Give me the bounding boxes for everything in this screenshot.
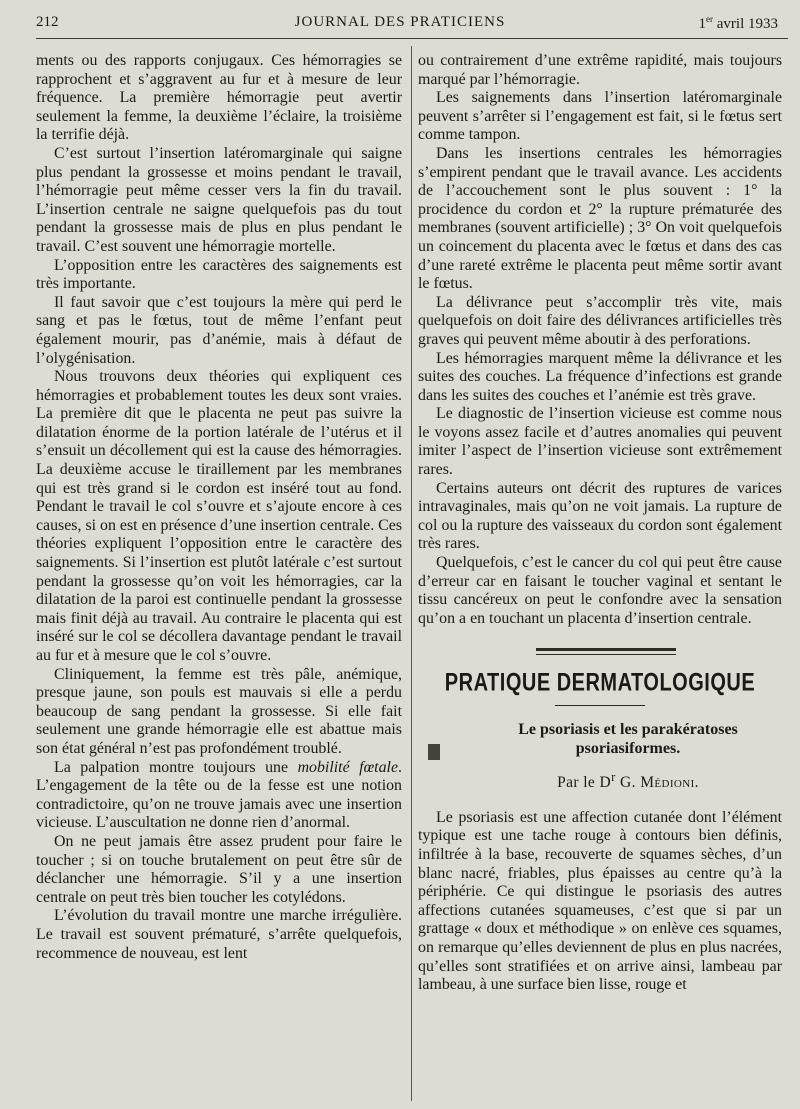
article-paragraph: Le psoriasis est une affection cutanée dont l’élément typique est une tache rouge à contours bien définis, infiltrée à la base, recouverte de squames sèches, d’un blanc nacré, friables, plus épaisses au centre qu’à la périphérie. Ce qui distingue le psoriasis des autres affections cutanées squameuses, c’est que si par un grattage « doux et méthodique » on enlève ces squames, on remarque qu’elles deviennent de plus en plus nacrées, qu’elles sont stratifiées et on arrive ainsi, lambeau par lambeau, à une surface bien lisse, rouge et bbox=[418, 808, 782, 994]
left-column bbox=[36, 52, 402, 963]
right-column-text bbox=[418, 52, 782, 628]
paragraph: Les hémorragies marquent même la délivrance et les suites des couches. La fréquence d’infections est grande dans les suites des couches et l’anémie est très grave. bbox=[418, 349, 782, 404]
paragraph: Le diagnostic de l’insertion vicieuse est comme nous le voyons assez facile et d’autres anomalies qui peuvent imiter l’aspect de l’insertion vicieuse sont extrêmement rares. bbox=[418, 405, 782, 479]
paragraph: ou contrairement d’une extrême rapidité, mais toujours marqué par l’hémorragie. bbox=[418, 52, 782, 88]
header-rule bbox=[36, 38, 788, 39]
paragraph: L’évolution du travail montre une marche irrégulière. Le travail est souvent prématuré, s’arrête quelquefois, recommence de nouveau, est lent bbox=[36, 907, 402, 962]
paragraph: L’opposition entre les caractères des saignements est très importante. bbox=[36, 256, 402, 293]
issue-date: 1er avril 1933 bbox=[698, 14, 778, 32]
article-heading bbox=[418, 720, 782, 793]
paragraph: La délivrance peut s’accomplir très vite, mais quelquefois on doit faire des délivrances artificielles très graves qui peuvent même aboutir à des perforations. bbox=[418, 293, 782, 348]
paragraph: C’est surtout l’insertion latéromarginale qui saigne plus pendant la grossesse et moins pendant le travail, l’hémorragie peut même cesser vers la fin du travail. L’insertion centrale ne saigne quelquefois pas du tout pendant la grossesse mais de plus en plus pendant le travail. C’est souvent une hémorragie mortelle. bbox=[36, 144, 402, 255]
paragraph: Il faut savoir que c’est toujours la mère qui perd le sang et pas le fœtus, tout de même l’enfant peut également mourir, pas d’anémie, mais à défaut de l’olygénisation. bbox=[36, 293, 402, 367]
column-divider bbox=[411, 46, 412, 1101]
journal-title: JOURNAL DES PRATICIENS bbox=[294, 14, 506, 30]
paragraph: Les saignements dans l’insertion latéromarginale peuvent s’arrêter si l’engagement est fait, si le fœtus sert comme tampon. bbox=[418, 89, 782, 144]
right-column bbox=[418, 52, 782, 995]
section-ornament bbox=[418, 644, 782, 662]
section-mark-icon bbox=[428, 744, 440, 760]
paragraph: ments ou des rapports conjugaux. Ces hémorragies se rapprochent et s’aggravent au fur et à mesure de leur fréquence. La première hémorragie peut avertir seulement la femme, la deuxième l’éclaire, la troisième la terrifie déjà. bbox=[36, 52, 402, 144]
paragraph: Cliniquement, la femme est très pâle, anémique, presque jaune, son pouls est mauvais si elle a perdu beaucoup de sang pendant la grossesse. Si elle fait seulement une grande hémorragie elle est abattue mais son état général n’est pas profondément troublé. bbox=[36, 665, 402, 757]
article-title: Le psoriasis et les parakératoses psoriasiformes. bbox=[518, 721, 738, 757]
page-number: 212 bbox=[36, 14, 59, 30]
article-author: Par le $D^r$ G. Médioni. bbox=[557, 769, 699, 792]
paragraph: La palpation montre toujours une mobilité fœtale. L’engagement de la tête ou de la fesse est une notion contradictoire, qu’on ne trouve jamais avec une insertion vicieuse. L’auscultation ne donne rien d’anormal. bbox=[36, 758, 402, 832]
paragraph: Certains auteurs ont décrit des ruptures de varices intravaginales, mais qu’on ne voit jamais. La rupture de col ou la rupture des vaisseaux du cordon sont également très rares. bbox=[418, 479, 782, 553]
paragraph: On ne peut jamais être assez prudent pour faire le toucher ; si on touche brutalement on peut être sûr de déclancher une hémorragie. S’il y a une insertion centrale on peut très bien toucher les cotylédons. bbox=[36, 832, 402, 906]
running-header bbox=[0, 0, 800, 46]
paragraph: Dans les insertions centrales les hémorragies s’empirent pendant que le travail avance. Les accidents de l’accouchement sont le plus souvent : 1° la procidence du cordon et 2° la rupture prématurée des membranes (souvent artificielle) ; 3° On voit quelquefois un coincement du placenta avec le fœtus et dans des cas d’une rareté extrême le placenta peut même sortir avant le fœtus. bbox=[418, 144, 782, 293]
article-body bbox=[418, 809, 782, 995]
section-title: PRATIQUE DERMATOLOGIQUE bbox=[444, 669, 756, 698]
paragraph: Quelquefois, c’est le cancer du col qui peut être cause d’erreur car en faisant le toucher vaginal et sentant le tissu cancéreux on peut le confondre avec la sensation qu’on a en touchant un placenta d’insertion centrale. bbox=[418, 554, 782, 627]
title-rule bbox=[555, 705, 645, 706]
paragraph: Nous trouvons deux théories qui expliquent ces hémorragies et probablement toutes les deux sont vraies. La première dit que le placenta ne peut pas suivre la dilatation énorme de la portion latérale de l’utérus et il s’ensuit un décollement qui est la cause des hémorragies. La deuxième accuse le tiraillement par les membranes qui est très grand si le cordon est inséré tout au fond. Pendant le travail le col s’ouvre et s’ajoute encore à ces causes, si on est en présence d’une insertion centrale. Ces théories expliquent l’opposition entre le caractère des saignements. Si l’insertion est plutôt latérale c’est surtout pendant la grossesse qu’on voit les hémorragies, car la dilatation de la paroi est continuelle pendant la grossesse mais finit déjà au travail. Au contraire le placenta qui est inséré sur le col se décollera davantage pendant le travail au fur et à mesure que le col s’ouvre. bbox=[36, 368, 402, 664]
